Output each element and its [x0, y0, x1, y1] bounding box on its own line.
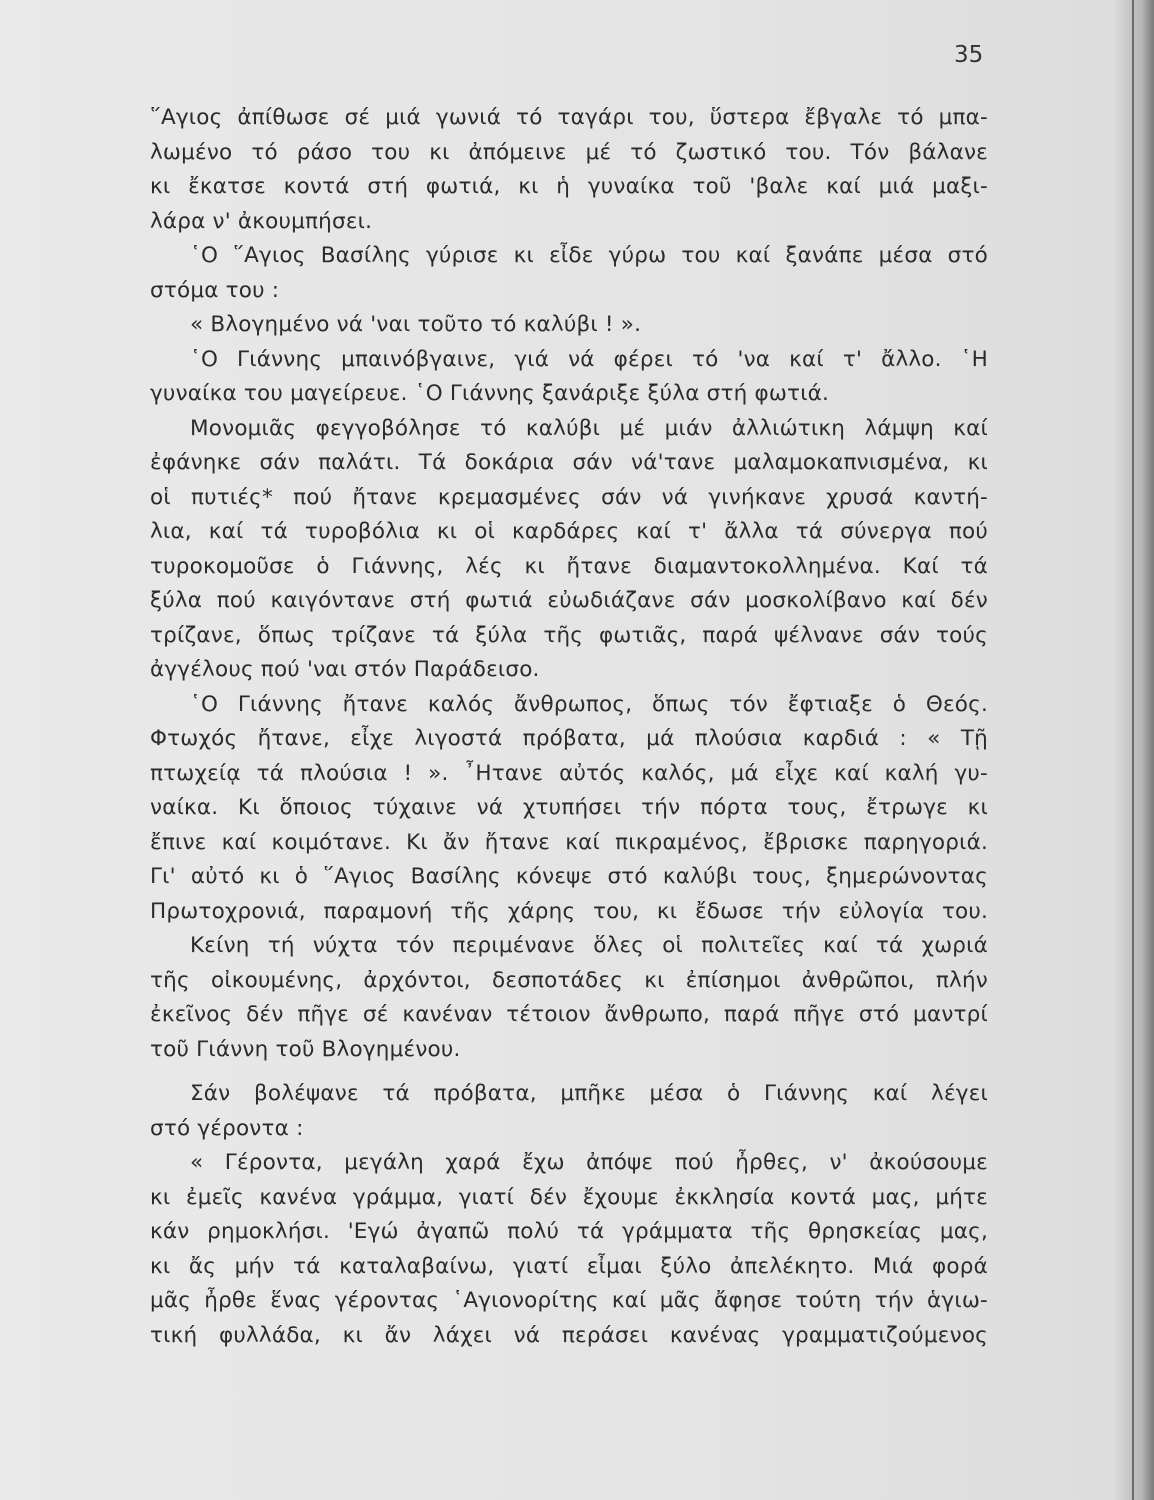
text-line: ῾Ο Γιάννης ἤτανε καλός ἄνθρωπος, ὅπως τόν ἔφτιαξε ὁ Θεός.: [190, 691, 988, 717]
text-line: ἀγγέλους πού 'ναι στόν Παράδεισο.: [150, 657, 540, 682]
text-line: πτωχείᾳ τά πλούσια ! ». ῏Ητανε αὐτός καλός, μά εἶχε καί καλή γυ-: [150, 760, 988, 786]
text-line: οἱ πυτιές* πού ἤτανε κρεμασμένες σάν νά γινήκανε χρυσά καντή-: [150, 484, 988, 510]
text-line: Πρωτοχρονιά, παραμονή τῆς χάρης του, κι ἔδωσε τήν εὐλογία του.: [150, 898, 988, 924]
text-line: τοῦ Γιάννη τοῦ Βλογημένου.: [150, 1036, 461, 1062]
text-line: Γι' αὐτό κι ὁ ῞Αγιος Βασίλης κόνεψε στό καλύβι τους, ξημερώνοντας: [150, 864, 988, 889]
text-line: Κείνη τή νύχτα τόν περιμένανε ὅλες οἱ πολιτεῖες καί τά χωριά: [190, 933, 988, 958]
text-line: λάρα ν' ἀκουμπήσει.: [150, 208, 373, 234]
text-line: ἔπινε καί κοιμότανε. Κι ἄν ἤτανε καί πικραμένος, ἔβρισκε παρηγοριά.: [150, 829, 988, 855]
page-edge-shadow: [1114, 0, 1154, 1500]
text-line: « Γέροντα, μεγάλη χαρά ἔχω ἀπόψε πού ἦρθες, ν' ἀκούσουμε: [190, 1150, 988, 1175]
text-line: ξύλα πού καιγόντανε στή φωτιά εὐωδιάζανε σάν μοσκολίβανο καί δέν: [150, 588, 988, 613]
text-line: στόμα του :: [150, 277, 280, 303]
text-line: Φτωχός ἤτανε, εἶχε λιγοστά πρόβατα, μά πλούσια καρδιά : « Τῇ: [150, 726, 988, 751]
page-number: 35: [954, 42, 984, 68]
text-line: τική φυλλάδα, κι ἄν λάχει νά περάσει κανένας γραμματιζούμενος: [150, 1322, 988, 1348]
text-line: τυροκομοῦσε ὁ Γιάννης, λές κι ἤτανε διαμαντοκολλημένα. Καί τά: [150, 553, 988, 579]
text-line: ἐφάνηκε σάν παλάτι. Τά δοκάρια σάν νά'τανε μαλαμοκαπνισμένα, κι: [150, 450, 988, 475]
text-line: ῾Ο Γιάννης μπαινόβγαινε, γιά νά φέρει τό 'να καί τ' ἄλλο. ῾Η: [190, 346, 988, 372]
text-line: ῾Ο ῞Αγιος Βασίλης γύρισε κι εἶδε γύρω του καί ξανάπε μέσα στό: [190, 243, 988, 268]
text-line: κι ἔκατσε κοντά στή φωτιά, κι ἡ γυναίκα τοῦ 'βαλε καί μιά μαξι-: [150, 174, 988, 199]
text-line: γυναίκα του μαγείρευε. ῾Ο Γιάννης ξανάριξε ξύλα στή φωτιά.: [150, 381, 830, 406]
text-line: ναίκα. Κι ὅποιος τύχαινε νά χτυπήσει τήν πόρτα τους, ἔτρωγε κι: [150, 795, 988, 820]
page-edge-line: [1132, 0, 1134, 1500]
text-line: στό γέροντα :: [150, 1115, 304, 1141]
text-line: τρίζανε, ὅπως τρίζανε τά ξύλα τῆς φωτιᾶς, παρά ψέλνανε σάν τούς: [150, 622, 988, 648]
text-line: λια, καί τά τυροβόλια κι οἱ καρδάρες καί τ' ἄλλα τά σύνεργα πού: [150, 519, 988, 544]
text-line: ῞Αγιος ἀπίθωσε σέ μιά γωνιά τό ταγάρι του, ὕστερα ἔβγαλε τό μπα-: [150, 105, 988, 130]
body-text: [150, 101, 988, 1353]
text-line: Μονομιᾶς φεγγοβόλησε τό καλύβι μέ μιάν ἀλλιώτικη λάμψη καί: [190, 415, 988, 441]
text-line: μᾶς ἦρθε ἕνας γέροντας ῾Αγιονορίτης καί μᾶς ἄφησε τούτη τήν ἁγιω-: [150, 1288, 988, 1313]
text-line: κάν ρημοκλήσι. 'Εγώ ἀγαπῶ πολύ τά γράμματα τῆς θρησκείας μας,: [150, 1219, 988, 1244]
text-line: ἐκεῖνος δέν πῆγε σέ κανέναν τέτοιον ἄνθρωπο, παρά πῆγε στό μαντρί: [150, 1002, 988, 1027]
text-line: Σάν βολέψανε τά πρόβατα, μπῆκε μέσα ὁ Γιάννης καί λέγει: [190, 1081, 988, 1106]
text-line: τῆς οἰκουμένης, ἀρχόντοι, δεσποτάδες κι ἐπίσημοι ἀνθρῶποι, πλήν: [150, 967, 988, 993]
text-line: « Βλογημένο νά 'ναι τοῦτο τό καλύβι ! ».: [190, 312, 642, 337]
text-line: κι ἐμεῖς κανένα γράμμα, γιατί δέν ἔχουμε ἐκκλησία κοντά μας, μήτε: [150, 1184, 988, 1210]
text-line: λωμένο τό ράσο του κι ἀπόμεινε μέ τό ζωστικό του. Τόν βάλανε: [150, 139, 988, 165]
text-line: κι ἄς μήν τά καταλαβαίνω, γιατί εἶμαι ξύλο ἀπελέκητο. Μιά φορά: [150, 1253, 988, 1279]
